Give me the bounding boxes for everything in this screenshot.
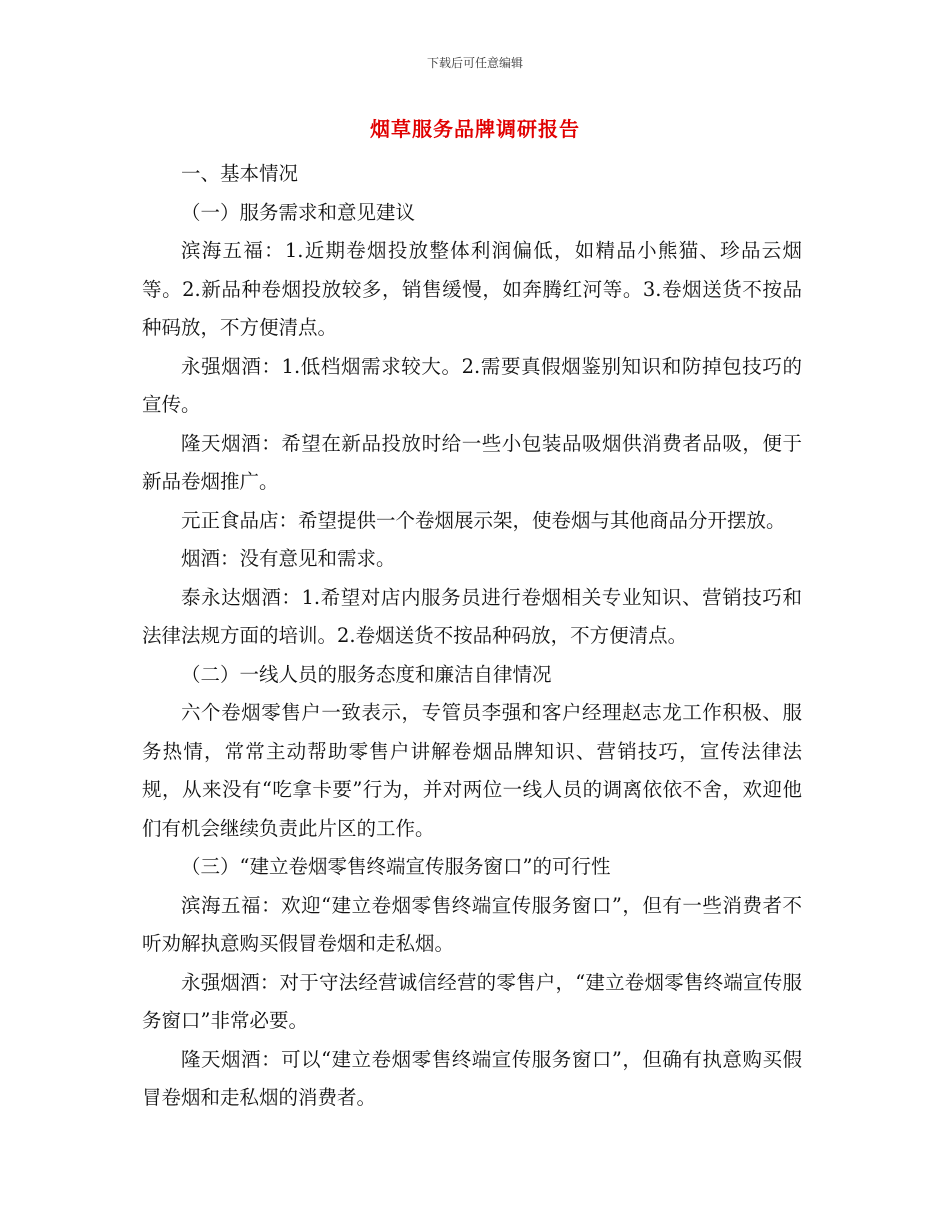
paragraph: 隆天烟酒：希望在新品投放时给一些小包装品吸烟供消费者品吸，便于新品卷烟推广。	[142, 431, 802, 493]
paragraph: 永强烟酒：对于守法经营诚信经营的零售户，“建立卷烟零售终端宣传服务窗口”非常必要。	[142, 970, 802, 1032]
paragraph: 泰永达烟酒：1.希望对店内服务员进行卷烟相关专业知识、营销技巧和法律法规方面的培训。2.卷烟送货不按品种码放，不方便清点。	[142, 585, 802, 647]
paragraph: 烟酒：没有意见和需求。	[181, 547, 396, 570]
subsection-heading: （三）“建立卷烟零售终端宣传服务窗口”的可行性	[181, 855, 611, 878]
subsection-heading: （二）一线人员的服务态度和廉洁自律情况	[181, 662, 552, 686]
header-note: 下载后可任意编辑	[426, 56, 523, 70]
document-title: 烟草服务品牌调研报告	[370, 117, 580, 141]
paragraph: 元正食品店：希望提供一个卷烟展示架，使卷烟与其他商品分开摆放。	[181, 508, 786, 532]
paragraph: 永强烟酒：1.低档烟需求较大。2.需要真假烟鉴别知识和防掉包技巧的宣传。	[142, 354, 802, 416]
paragraph: 隆天烟酒：可以“建立卷烟零售终端宣传服务窗口”，但确有执意购买假冒卷烟和走私烟的消费者。	[142, 1047, 802, 1109]
subsection-heading: （一）服务需求和意见建议	[181, 200, 416, 224]
section-heading: 一、基本情况	[181, 162, 299, 185]
paragraph: 六个卷烟零售户一致表示，专管员李强和客户经理赵志龙工作积极、服务热情，常常主动帮助零售户讲解卷烟品牌知识、营销技巧，宣传法律法规，从来没有“吃拿卡要”行为，并对两位一线人员的调离依依不舍，欢迎他们有机会继续负责此片区的工作。	[142, 701, 802, 840]
paragraph: 滨海五福：1.近期卷烟投放整体利润偏低，如精品小熊猫、珍品云烟等。2.新品种卷烟投放较多，销售缓慢，如奔腾红河等。3.卷烟送货不按品种码放，不方便清点。	[142, 239, 802, 339]
paragraph: 滨海五福：欢迎“建立卷烟零售终端宣传服务窗口”，但有一些消费者不听劝解执意购买假冒卷烟和走私烟。	[142, 893, 802, 955]
document-body	[142, 155, 802, 1118]
